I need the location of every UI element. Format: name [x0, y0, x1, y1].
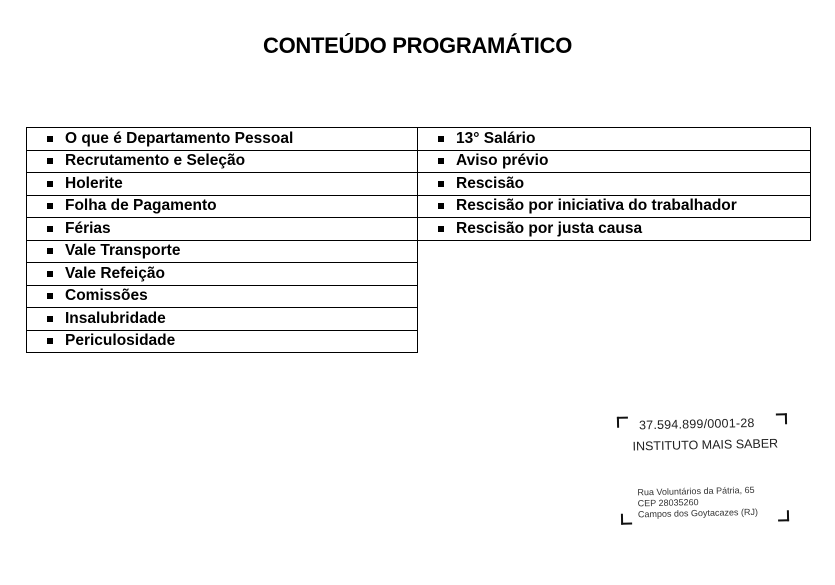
bullet-icon — [47, 338, 53, 344]
bullet-icon — [438, 226, 444, 232]
bullet-icon — [47, 271, 53, 277]
list-item-label: 13° Salário — [456, 129, 536, 147]
stamp-corner — [621, 514, 632, 525]
list-item-label: Férias — [65, 219, 111, 237]
list-item — [27, 151, 417, 174]
bullet-icon — [47, 158, 53, 164]
list-item — [418, 128, 810, 151]
stamp-corner — [776, 413, 787, 424]
list-item — [27, 218, 417, 241]
list-item-label: Insalubridade — [65, 309, 166, 327]
list-item — [27, 331, 417, 354]
list-item-label: Vale Transporte — [65, 242, 181, 260]
list-item — [27, 241, 417, 264]
list-item — [27, 263, 417, 286]
list-item — [418, 173, 810, 196]
list-item-label: Aviso prévio — [456, 152, 549, 170]
list-item — [27, 286, 417, 309]
list-item-label: O que é Departamento Pessoal — [65, 129, 294, 147]
list-item-label: Folha de Pagamento — [65, 197, 217, 215]
list-item-label: Rescisão por justa causa — [456, 219, 643, 237]
bullet-icon — [47, 316, 53, 322]
bullet-icon — [438, 136, 444, 142]
stamp-institution-name: INSTITUTO MAIS SABER — [632, 436, 779, 454]
list-item-label: Comissões — [65, 287, 148, 305]
page-title: CONTEÚDO PROGRAMÁTICO — [262, 33, 573, 58]
list-item — [418, 196, 810, 219]
stamp-address-city: Campos dos Goytacazes (RJ) — [637, 506, 759, 520]
stamp-corner — [617, 417, 628, 428]
list-item — [27, 196, 417, 219]
list-item-label: Recrutamento e Seleção — [65, 152, 246, 170]
stamp-cnpj: 37.594.899/0001-28 — [638, 415, 755, 433]
topics-right-column — [417, 127, 811, 241]
list-item — [27, 308, 417, 331]
topics-left-column — [26, 127, 418, 353]
list-item-label: Periculosidade — [65, 332, 176, 350]
company-stamp — [617, 411, 791, 527]
bullet-icon — [438, 203, 444, 209]
list-item-label: Rescisão — [456, 174, 525, 192]
stamp-corner — [778, 510, 789, 521]
bullet-icon — [47, 203, 53, 209]
list-item-label: Holerite — [65, 174, 123, 192]
list-item — [418, 218, 810, 241]
bullet-icon — [438, 181, 444, 187]
list-item-label: Rescisão por iniciativa do trabalhador — [456, 197, 737, 215]
list-item — [418, 151, 810, 174]
bullet-icon — [47, 181, 53, 187]
bullet-icon — [47, 136, 53, 142]
bullet-icon — [47, 248, 53, 254]
bullet-icon — [47, 293, 53, 299]
stamp-address-postal-code: CEP 28035260 — [637, 497, 699, 509]
bullet-icon — [438, 158, 444, 164]
list-item — [27, 173, 417, 196]
bullet-icon — [47, 226, 53, 232]
list-item-label: Vale Refeição — [65, 264, 165, 282]
list-item — [27, 128, 417, 151]
stamp-address-street: Rua Voluntários da Pátria, 65 — [637, 484, 755, 498]
